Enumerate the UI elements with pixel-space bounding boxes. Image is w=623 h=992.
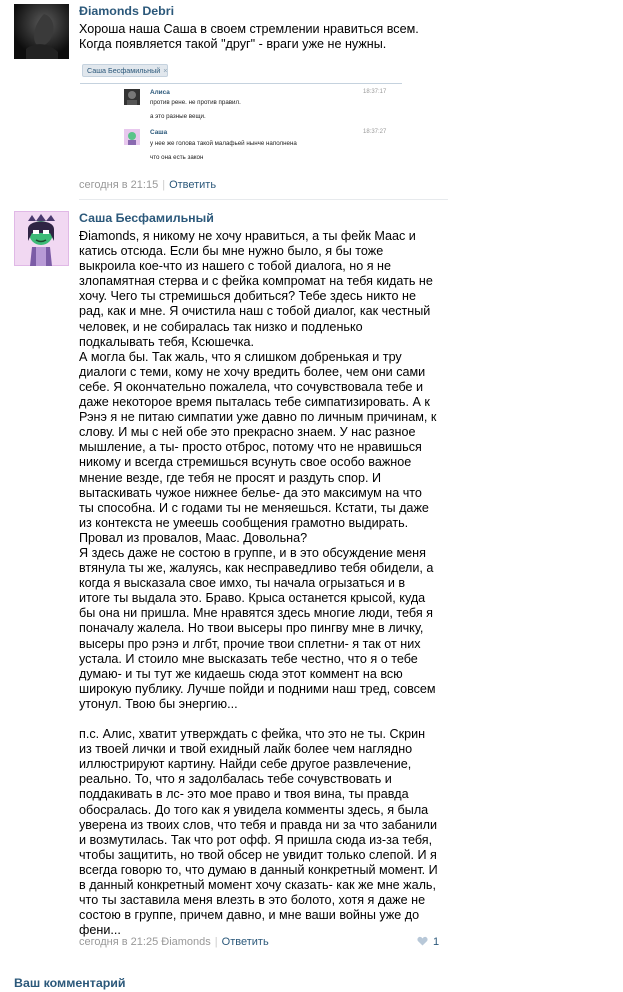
alice-avatar — [124, 89, 140, 105]
message-line: что она есть закон — [150, 154, 204, 161]
your-comment-link[interactable]: Ваш комментарий — [14, 976, 126, 990]
dialog-tag: Саша Бесфамильный × — [82, 64, 168, 77]
attached-screenshot[interactable] — [80, 61, 403, 169]
comment-1 — [0, 0, 448, 200]
comment-divider — [79, 199, 448, 200]
comment-text: Хороша наша Саша в своем стремлении нравиться всем. Когда появляется такой "друг" - враги уже не нужны. — [79, 22, 423, 52]
message-author: Саша — [150, 129, 168, 136]
comment-text: Ðiamonds, я никому не хочу нравиться, а ты фейк Маас и катись отсюда. Если бы мне нужно было, я бы тоже выкроила кое-что из нашего с тобой диалога, но я не злопамятная стерва и с фейка компромат на тебя кидать не хочу. Чего ты стремишься добиться? Тебе здесь никто не рад, как и мне. Я очистила наш с тобой диалог, как честный человек, и не собиралась так низко и подленько подкалывать тебя, Ксюшечка. А могла бы. Так жаль, что я слишком добренькая и тру диалоги с теми, кому не хочу вредить более, чем они сами себе. Я окончательно пожалела, что сочувствовала тебе и даже некоторое время пыталась тебе симпатизировать. А к Рэнэ я не питаю симпатии уже давно по личным причинам, к слову. И мы с ней обе это прекрасно знаем. У нас разное мышление, а ты- просто отброс, потому что не нравишься никому и всегда стремишься всунуть свое особо важное мнение везде, где тебя не просят и раздуть спор. И вытаскивать чужое нижнее белье- да это максимум на что ты способна. И с годами ты не меняешься. Кстати, ты даже из контекста не умеешь сообщения грамотно выдирать. Провал из провалов, Маас. Довольна? Я здесь даже не состою в группе, и в это обсуждение меня втянула ты же, жалуясь, как несправедливо тебя обидели, а когда я высказала свое имхо, ты начала огрызаться и в итоге ты выдала это. Браво. Крыса останется крысой, куда бы она ни пришла. Мне нравятся здесь многие люди, тебя я поначалу жалела. Но твои высеры про пингву мне в личку, высеры про рэнэ и лгбт, прочие твои сплетни- я так от них устала. И стоило мне высказать тебе честно, что я о тебе думаю- и ты тут же кидаешь сюда этот коммент на всю широкую публику. Лучше пойди и подними наш тред, совсем утонул. Твою бы энергию... п.с. Алис, хватит утверждать с фейка, что это не ты. Скрин из твоей лички и твой ехидный лайк более чем наглядно иллюстрируют картину. Найди себе другое развлечение, реально. То, что я задолбалась тебе сочувствовать и поддакивать в лс- это мое право и твоя вина, ты правда обосралась. До того как я увидела комменты здесь, я была уверена из твоих слов, что тебя и правда ни за что забанили и возмутилась. Так что рот офф. Я пришла сюда из-за тебя, чтобы защитить, но твой обсер не увидит только слепой. И я всегда говорю то, что думаю в данный конкретный момент. И в данный конкретный момент хочу сказать- как же мне жаль, что ты заставила меня влезть в это болото, хотя я даже не состою в группе, причем давно, и мне ваши войны уже до фени... — [79, 229, 438, 938]
sasha-avatar — [124, 129, 140, 145]
reply-button[interactable]: Ответить — [169, 179, 217, 191]
avatar-sasha[interactable] — [14, 211, 69, 266]
message-author: Алиса — [150, 89, 170, 96]
heart-icon — [417, 936, 428, 946]
tag-divider — [80, 83, 402, 84]
comment-meta: сегодня в 21:25 Ðiamonds | Ответить — [79, 936, 269, 948]
message-line: у нее же голова такой малафьей нынче наполнена — [150, 140, 297, 147]
comment-time: сегодня в 21:15 — [79, 179, 159, 191]
reply-to-name[interactable]: Ðiamonds — [161, 936, 211, 948]
message-time: 18:37:17 — [363, 89, 387, 95]
tag-close-icon: × — [163, 66, 168, 75]
avatar-diamonds[interactable] — [14, 4, 69, 59]
message-line: а это разные вещи. — [150, 113, 206, 120]
comment-meta: сегодня в 21:15 | Ответить — [79, 179, 217, 191]
comment-author[interactable]: Саша Бесфамильный — [79, 211, 214, 225]
like-count: 1 — [433, 936, 440, 948]
comment-2 — [0, 205, 448, 955]
message-line: против рене. не против правил. — [150, 99, 241, 106]
comment-time: сегодня в 21:25 — [79, 936, 159, 948]
comment-author[interactable]: Ðiamonds Debri — [79, 4, 175, 18]
reply-button[interactable]: Ответить — [221, 936, 269, 948]
message-time: 18:37:27 — [363, 129, 387, 135]
like-button[interactable] — [417, 936, 439, 948]
